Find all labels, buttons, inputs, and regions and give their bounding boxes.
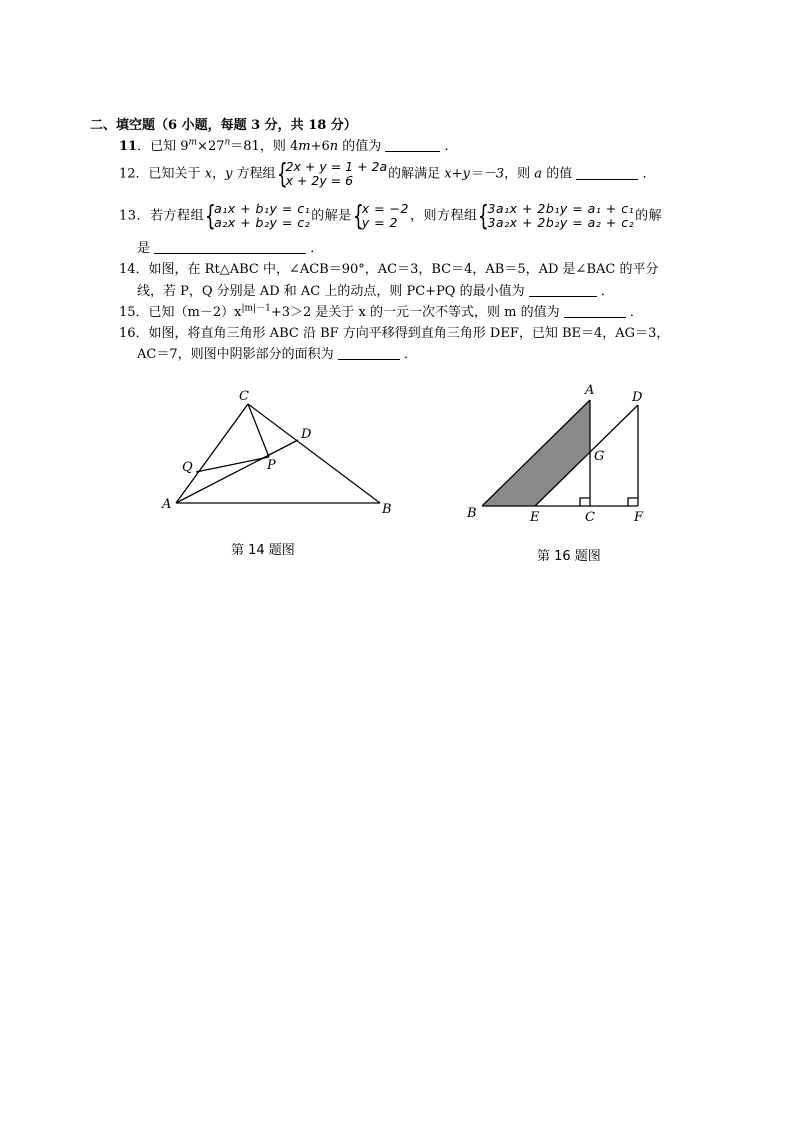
answer-blank[interactable] (529, 284, 597, 297)
label-b: B (382, 502, 392, 517)
equation: x + 2y = 6 (285, 173, 354, 188)
answer-blank[interactable] (154, 241, 306, 254)
equation: y = 2 (361, 215, 398, 230)
q15-text: ．已知（m－2）x (135, 305, 242, 320)
answer-blank[interactable] (385, 139, 440, 152)
q15-end: ． (629, 305, 643, 320)
q12-var-x: x (204, 166, 213, 182)
question-number: 16 (119, 326, 136, 341)
equation-system: { 2x + y = 1 + 2a x + 2y = 6 (276, 157, 388, 190)
label-f: F (634, 510, 644, 525)
question-number: 12 (119, 166, 136, 182)
question-number: 14 (119, 262, 136, 277)
q11-text: ＝81，则 4 (230, 139, 299, 154)
q11-text: ×27 (197, 139, 225, 154)
q11-exp-n: n (224, 137, 231, 148)
solution-system: { x = −2 y = 2 (352, 199, 409, 232)
question-11 (119, 138, 458, 156)
q12-text: ．已知关于 (135, 166, 201, 182)
question-14-cont (137, 283, 614, 301)
equation: 3a₁x + 2b₁y = a₁ + c₁ (487, 201, 635, 216)
figure-16-translation (460, 378, 660, 528)
segment-ad (176, 440, 298, 503)
question-number: 13 (119, 208, 137, 224)
q12-text: 方程组 (232, 166, 276, 182)
question-number: 11 (119, 139, 138, 154)
equation: 3a₂x + 2b₂y = a₂ + c₂ (487, 215, 635, 230)
label-c: C (585, 510, 595, 525)
right-angle-f (628, 498, 638, 506)
q11-var-m: m (298, 139, 311, 154)
question-number: 15 (119, 305, 136, 320)
figure-14-caption: 第 14 题图 (231, 543, 295, 558)
question-13-cont (137, 240, 323, 258)
q12-condition: x+y＝－3 (444, 166, 505, 182)
question-15 (119, 304, 643, 322)
q14-end: ． (600, 284, 614, 299)
q11-text: +6 (310, 139, 330, 154)
q15-text: +3＞2 是关于 x 的一元一次不等式，则 m 的值为 (270, 305, 560, 320)
segment-ac (176, 404, 248, 503)
figure-16-caption: 第 16 题图 (537, 549, 601, 564)
answer-blank[interactable] (564, 305, 626, 318)
label-g: G (594, 449, 605, 464)
equation: a₂x + b₂y = c₂ (214, 215, 311, 230)
equation: 2x + y = 1 + 2a (285, 159, 388, 174)
question-12 (119, 157, 656, 190)
equation: a₁x + b₁y = c₁ (214, 201, 311, 216)
q12-text: 的解满足 (388, 166, 441, 182)
label-c: C (239, 389, 249, 404)
question-16-cont (137, 346, 417, 364)
equation-system: { a₁x + b₁y = c₁ a₂x + b₂y = c₂ (205, 199, 311, 232)
q16-text: ．如图，将直角三角形 ABC 沿 BF 方向平移得到直角三角形 DEF，已知 BE＝4，AG＝3， (135, 326, 670, 341)
equation: x = −2 (361, 201, 409, 216)
q11-end: ． (444, 139, 458, 154)
label-e: E (530, 510, 540, 525)
segment-pq (196, 457, 269, 472)
q12-text: ， (212, 166, 226, 182)
equation-system: { 3a₁x + 2b₁y = a₁ + c₁ 3a₂x + 2b₂y = a₂ + c₂ (478, 199, 635, 232)
q15-exponent: |m|－1 (241, 303, 271, 314)
q12-var-a: a (534, 166, 543, 182)
label-d: D (301, 427, 312, 442)
q13-text: ．若方程组 (136, 208, 205, 224)
q13-text: ，则方程组 (409, 208, 478, 224)
label-q: Q (182, 460, 193, 475)
q12-text: ，则 (504, 166, 531, 182)
q13-text: 的解是 (311, 208, 352, 224)
q16-end: ． (403, 347, 417, 362)
q13-text: 是 (137, 241, 151, 256)
question-16 (119, 325, 669, 343)
q13-text: 的解 (635, 208, 663, 224)
label-p: P (267, 458, 276, 473)
q14-text: ．如图，在 Rt△ABC 中，∠ACB＝90°，AC＝3，BC＝4，AB＝5，AD 是∠BAC 的平分 (135, 262, 659, 277)
q12-text: 的值 (542, 166, 573, 182)
q11-text: ．已知 9 (137, 139, 189, 154)
q14-text: 线，若 P，Q 分别是 AD 和 AC 上的动点，则 PC+PQ 的最小值为 (137, 284, 525, 299)
right-angle-c (580, 498, 590, 506)
question-14 (119, 261, 658, 279)
q13-end: ． (310, 241, 324, 256)
label-a: A (162, 497, 172, 512)
q11-var-n: n (329, 139, 339, 154)
q16-text: AC＝7，则图中阴影部分的面积为 (137, 347, 334, 362)
section-title: 二、填空题（6 小题，每题 3 分，共 18 分） (90, 118, 357, 133)
label-a: A (585, 383, 595, 398)
label-d: D (632, 390, 643, 405)
label-b: B (467, 506, 477, 521)
q12-var-y: y (225, 166, 233, 182)
figure-14-triangle (150, 380, 410, 525)
question-13 (119, 199, 663, 232)
q11-text: 的值为 (338, 139, 382, 154)
answer-blank[interactable] (338, 347, 400, 360)
q11-exp-m: m (188, 137, 198, 148)
answer-blank[interactable] (576, 167, 638, 180)
q12-end: ． (642, 166, 656, 182)
